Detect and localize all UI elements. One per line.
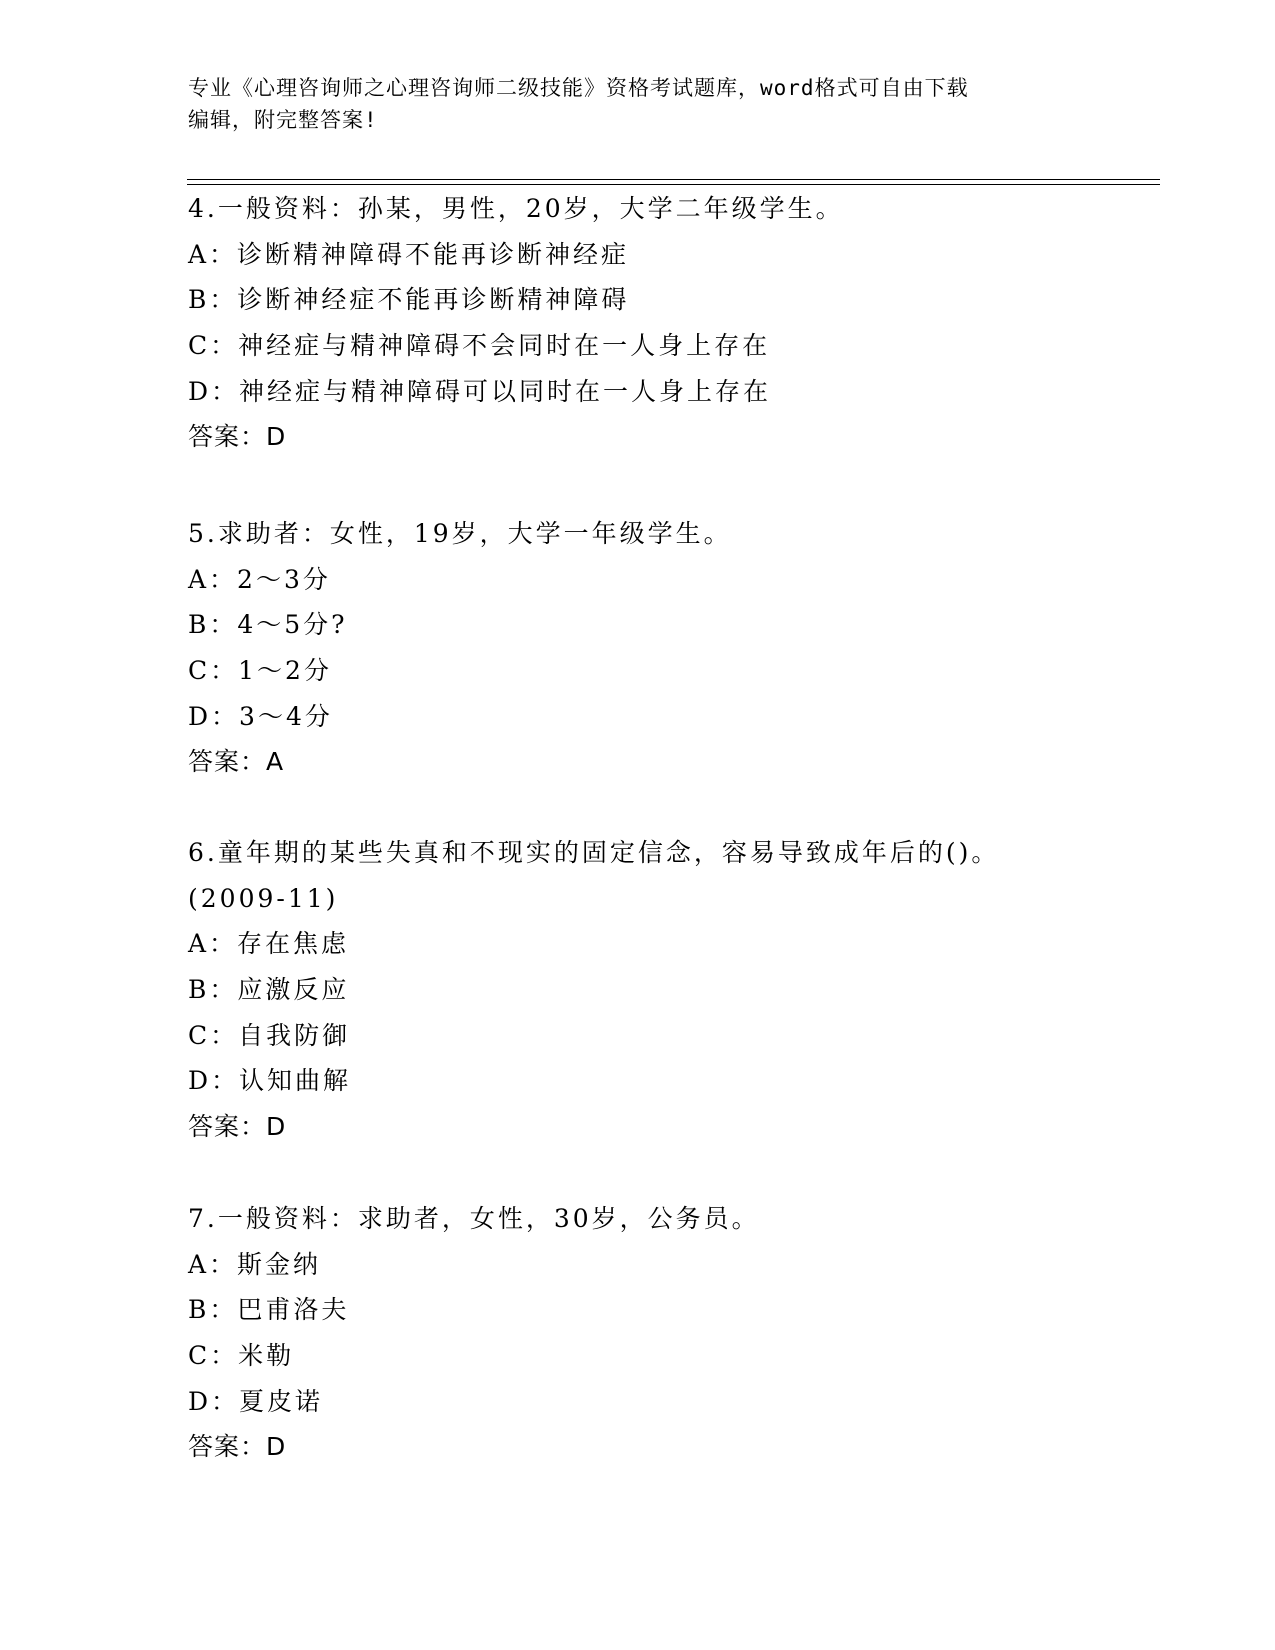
question-stem: 5.求助者：女性，19岁，大学一年级学生。 xyxy=(188,519,732,548)
option-d: D：神经症与精神障碍可以同时在一人身上存在 xyxy=(188,376,772,406)
document-header xyxy=(188,72,1088,136)
option-b: B：4～5分? xyxy=(188,610,348,640)
option-c: C：神经症与精神障碍不会同时在一人身上存在 xyxy=(188,331,771,361)
option-c: C：1～2分 xyxy=(188,656,332,686)
answer: 答案：D xyxy=(188,422,287,452)
option-a: A：诊断精神障碍不能再诊断神经症 xyxy=(188,239,630,269)
header-line-2: 编辑，附完整答案! xyxy=(188,108,378,132)
header-line-1: 专业《心理咨询师之心理咨询师二级技能》资格考试题库，word格式可自由下载 xyxy=(188,76,969,100)
option-d: D：认知曲解 xyxy=(188,1066,352,1096)
answer: 答案：D xyxy=(188,1112,287,1142)
question-5 xyxy=(188,511,1188,785)
option-c: C：米勒 xyxy=(188,1341,295,1371)
answer: 答案：A xyxy=(188,747,285,777)
question-6 xyxy=(188,830,1188,1150)
option-c: C：自我防御 xyxy=(188,1020,351,1050)
option-a: A：存在焦虑 xyxy=(188,929,350,959)
header-divider-top xyxy=(187,179,1160,180)
answer: 答案：D xyxy=(188,1432,287,1462)
question-7 xyxy=(188,1196,1188,1470)
question-stem-continued: (2009-11) xyxy=(188,883,339,913)
header-divider-bottom xyxy=(187,184,1160,185)
question-4 xyxy=(188,186,1188,460)
option-d: D：3～4分 xyxy=(188,701,333,731)
option-b: B：诊断神经症不能再诊断精神障碍 xyxy=(188,285,630,315)
option-b: B：应激反应 xyxy=(188,975,350,1005)
question-stem: 7.一般资料：求助者，女性，30岁，公务员。 xyxy=(188,1204,760,1233)
option-a: A：斯金纳 xyxy=(188,1249,322,1279)
option-d: D：夏皮诺 xyxy=(188,1386,324,1416)
option-a: A：2～3分 xyxy=(188,564,331,594)
question-stem: 6.童年期的某些失真和不现实的固定信念，容易导致成年后的()。 xyxy=(188,838,1000,867)
option-b: B：巴甫洛夫 xyxy=(188,1295,350,1325)
question-stem: 4.一般资料：孙某，男性，20岁，大学二年级学生。 xyxy=(188,194,844,223)
